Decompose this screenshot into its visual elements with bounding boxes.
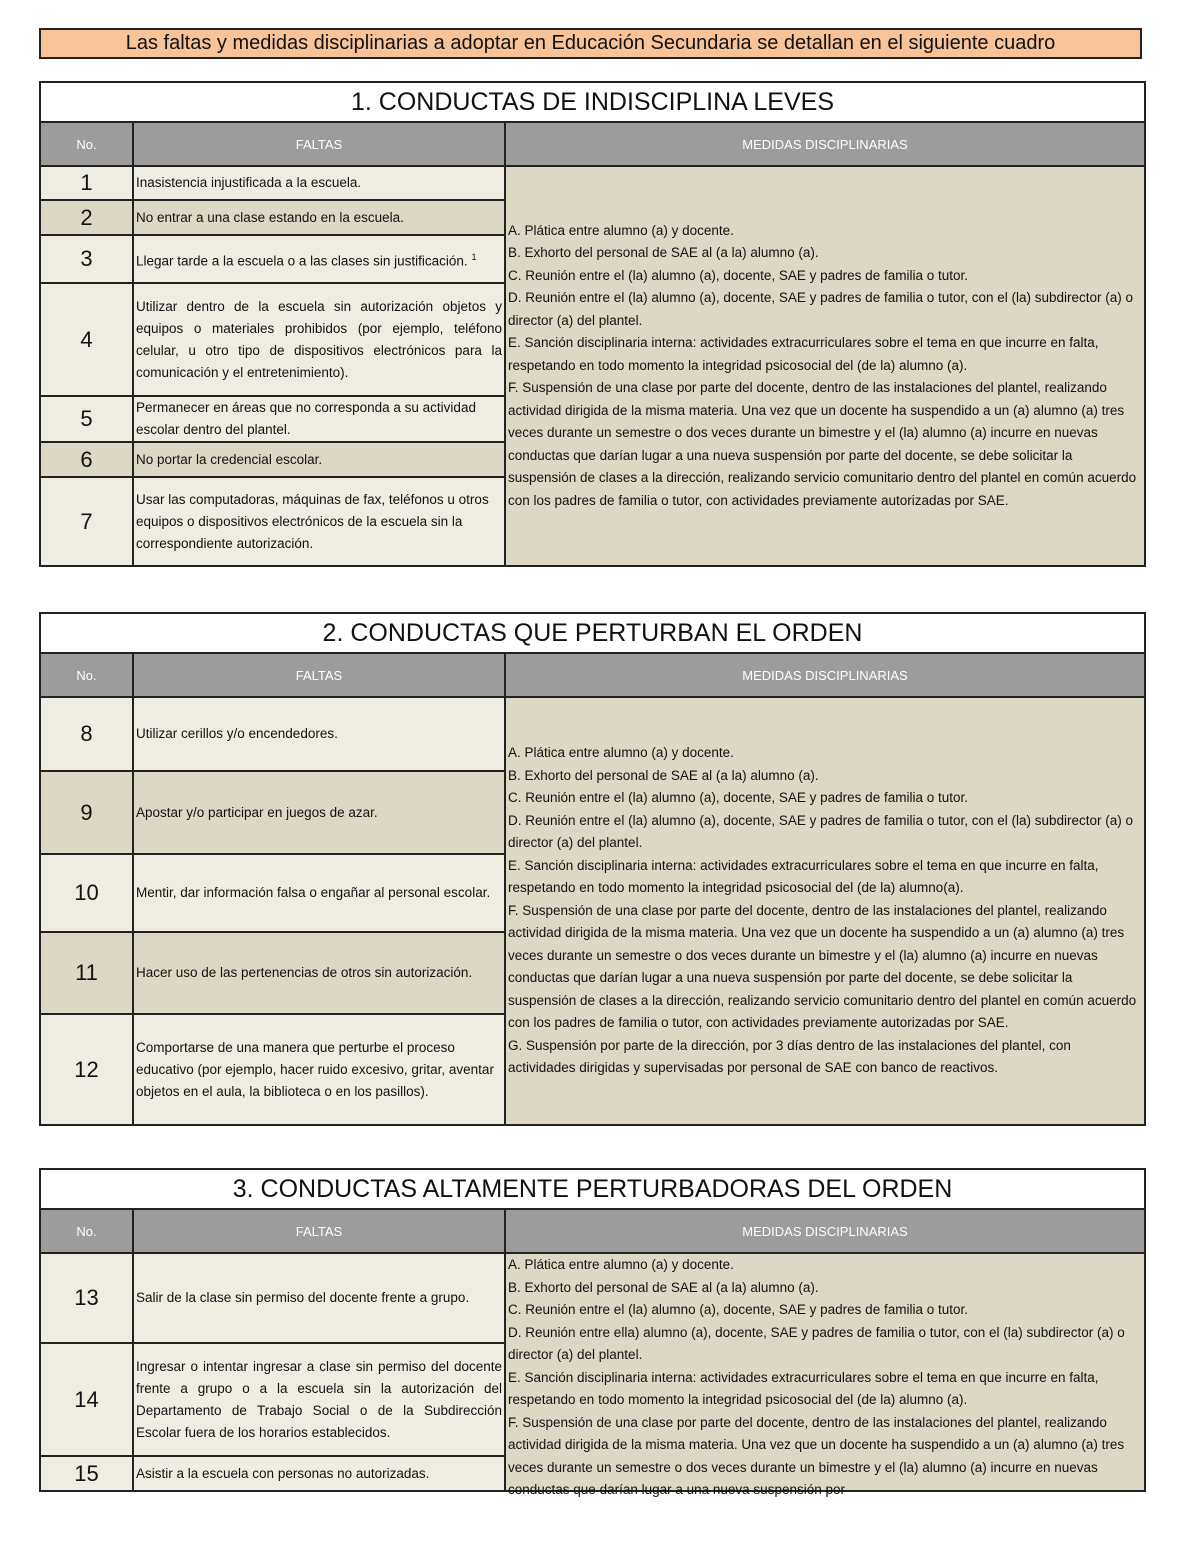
section-1-table [39, 81, 1146, 567]
row-number: 9 [40, 771, 133, 854]
falta-text: No portar la credencial escolar. [133, 442, 505, 477]
medidas-cell [505, 1253, 1145, 1497]
column-header-medidas: MEDIDAS DISCIPLINARIAS [505, 1209, 1145, 1253]
medida-item: B. Exhorto del personal de SAE al (a la) alumno (a). [508, 245, 819, 261]
row-number: 11 [40, 932, 133, 1014]
row-number: 12 [40, 1014, 133, 1125]
falta-text: Apostar y/o participar en juegos de azar. [133, 771, 505, 854]
falta-text: Ingresar o intentar ingresar a clase sin permiso del docente frente a grupo o a la escuela sin la autorización del Departamento de Trabajo Social o de la Subdirección Escolar fuera de los horarios establecidos. [133, 1343, 505, 1456]
row-number: 1 [40, 166, 133, 200]
section-3-table [39, 1168, 1146, 1497]
falta-text: Hacer uso de las pertenencias de otros sin autorización. [133, 932, 505, 1014]
row-number: 7 [40, 477, 133, 566]
medida-item: A. Plática entre alumno (a) y docente. [508, 222, 734, 238]
row-number: 6 [40, 442, 133, 477]
row-number: 5 [40, 396, 133, 442]
row-number: 2 [40, 200, 133, 235]
medidas-cell [505, 697, 1145, 1125]
column-header-faltas: FALTAS [133, 1209, 505, 1253]
falta-text: Usar las computadoras, máquinas de fax, teléfonos u otros equipos o dispositivos electrónicos de la escuela sin la correspondiente autorización. [133, 477, 505, 566]
falta-text [133, 235, 505, 283]
medida-item: D. Reunión entre ella) alumno (a), docente, SAE y padres de familia o tutor, con el (la) subdirector (a) o director (a) del plantel. [508, 1324, 1125, 1362]
table-row [40, 166, 1145, 200]
row-number: 10 [40, 854, 133, 932]
footnote-marker: 1 [471, 251, 477, 262]
falta-text: Salir de la clase sin permiso del docente frente a grupo. [133, 1253, 505, 1343]
column-header-faltas: FALTAS [133, 653, 505, 697]
medida-item: B. Exhorto del personal de SAE al (a la) alumno (a). [508, 767, 819, 783]
page-banner: Las faltas y medidas disciplinarias a adoptar en Educación Secundaria se detallan en el siguiente cuadro [39, 28, 1142, 59]
section-title: 2. CONDUCTAS QUE PERTURBAN EL ORDEN [40, 613, 1145, 653]
medidas-cell [505, 166, 1145, 566]
medida-item: C. Reunión entre el (la) alumno (a), docente, SAE y padres de familia o tutor. [508, 1302, 968, 1317]
column-header-no: No. [40, 1209, 133, 1253]
section-title: 1. CONDUCTAS DE INDISCIPLINA LEVES [40, 82, 1145, 122]
row-number: 13 [40, 1253, 133, 1343]
medidas-clip [508, 1254, 1140, 1497]
medida-item: E. Sanción disciplinaria interna: actividades extracurriculares sobre el tema en que incurre en falta, respetando en todo momento la integridad psicosocial del (de la) alumno (a). [508, 1369, 1099, 1407]
column-header-medidas: MEDIDAS DISCIPLINARIAS [505, 122, 1145, 166]
falta-text: Utilizar cerillos y/o encendedores. [133, 697, 505, 771]
section-title: 3. CONDUCTAS ALTAMENTE PERTURBADORAS DEL ORDEN [40, 1169, 1145, 1209]
medida-item: E. Sanción disciplinaria interna: actividades extracurriculares sobre el tema en que incurre en falta, respetando en todo momento la integridad psicosocial del (de la) alumno(a). [508, 857, 1099, 896]
medida-item: D. Reunión entre el (la) alumno (a), docente, SAE y padres de familia o tutor, con el (la) subdirector (a) o director (a) del plantel. [508, 812, 1134, 851]
medida-item: A. Plática entre alumno (a) y docente. [508, 745, 734, 761]
medida-item: F. Suspensión de una clase por parte del docente, dentro de las instalaciones del plantel, realizando actividad dirigida de la misma materia. Una vez que un docente ha suspendido a un (a) alumno (a) tres veces durante un semestre o dos veces durante un bimestre y el (la) alumno (a) incurre en nuevas conductas que darían lugar a una nueva suspensión por [508, 1414, 1125, 1497]
falta-text: No entrar a una clase estando en la escuela. [133, 200, 505, 235]
medida-item: C. Reunión entre el (la) alumno (a), docente, SAE y padres de familia o tutor. [508, 267, 968, 283]
column-header-medidas: MEDIDAS DISCIPLINARIAS [505, 653, 1145, 697]
medida-item: A. Plática entre alumno (a) y docente. [508, 1257, 734, 1272]
column-header-no: No. [40, 122, 133, 166]
row-number: 14 [40, 1343, 133, 1456]
row-number: 4 [40, 283, 133, 396]
row-number: 3 [40, 235, 133, 283]
table-row [40, 697, 1145, 771]
medida-item: F. Suspensión de una clase por parte del docente, dentro de las instalaciones del plantel, realizando actividad dirigida de la misma materia. Una vez que un docente ha suspendido a un (a) alumno (a) tres veces durante un semestre o dos veces durante un bimestre y el (la) alumno (a) incurre en nuevas conductas que darían lugar a una nueva suspensión por parte del docente, se debe solicitar la suspensión de clases a la dirección, realizando servicio comunitario dentro del plantel en común acuerdo con los padres de familia o tutor, con actividades previamente autorizadas por SAE. [508, 902, 1137, 1031]
medida-item: C. Reunión entre el (la) alumno (a), docente, SAE y padres de familia o tutor. [508, 790, 968, 806]
medida-item: D. Reunión entre el (la) alumno (a), docente, SAE y padres de familia o tutor, con el (la) subdirector (a) o director (a) del plantel. [508, 290, 1134, 328]
falta-text: Utilizar dentro de la escuela sin autorización objetos y equipos o materiales prohibidos (por ejemplo, teléfono celular, u otro tipo de dispositivos electrónicos para la comunicación y el entretenimiento). [133, 283, 505, 396]
column-header-no: No. [40, 653, 133, 697]
row-number: 8 [40, 697, 133, 771]
medida-item: G. Suspensión por parte de la dirección, por 3 días dentro de las instalaciones del plantel, con actividades dirigidas y supervisadas por personal de SAE con banco de reactivos. [508, 1037, 1071, 1076]
falta-text: Mentir, dar información falsa o engañar al personal escolar. [133, 854, 505, 932]
falta-text: Asistir a la escuela con personas no autorizadas. [133, 1456, 505, 1491]
column-header-faltas: FALTAS [133, 122, 505, 166]
row-number: 15 [40, 1456, 133, 1491]
medida-item: E. Sanción disciplinaria interna: actividades extracurriculares sobre el tema en que incurre en falta, respetando en todo momento la integridad psicosocial del (de la) alumno (a). [508, 335, 1099, 373]
medida-item: B. Exhorto del personal de SAE al (a la) alumno (a). [508, 1279, 819, 1295]
falta-label: Llegar tarde a la escuela o a las clases sin justificación. [136, 253, 468, 269]
falta-text: Comportarse de una manera que perturbe el proceso educativo (por ejemplo, hacer ruido excesivo, gritar, aventar objetos en el aula, la biblioteca o en los pasillos). [133, 1014, 505, 1125]
medida-item: F. Suspensión de una clase por parte del docente, dentro de las instalaciones del plantel, realizando actividad dirigida de la misma materia. Una vez que un docente ha suspendido a un (a) alumno (a) tres veces durante un semestre o dos veces durante un bimestre y el (la) alumno (a) incurre en nuevas conductas que darían lugar a una nueva suspensión por parte del docente, se debe solicitar la suspensión de clases a la dirección, realizando servicio comunitario dentro del plantel en común acuerdo con los padres de familia o tutor, con actividades previamente autorizadas por SAE. [508, 380, 1137, 508]
falta-text: Permanecer en áreas que no corresponda a su actividad escolar dentro del plantel. [133, 396, 505, 442]
falta-text: Inasistencia injustificada a la escuela. [133, 166, 505, 200]
table-row [40, 1253, 1145, 1343]
section-2-table [39, 612, 1146, 1126]
